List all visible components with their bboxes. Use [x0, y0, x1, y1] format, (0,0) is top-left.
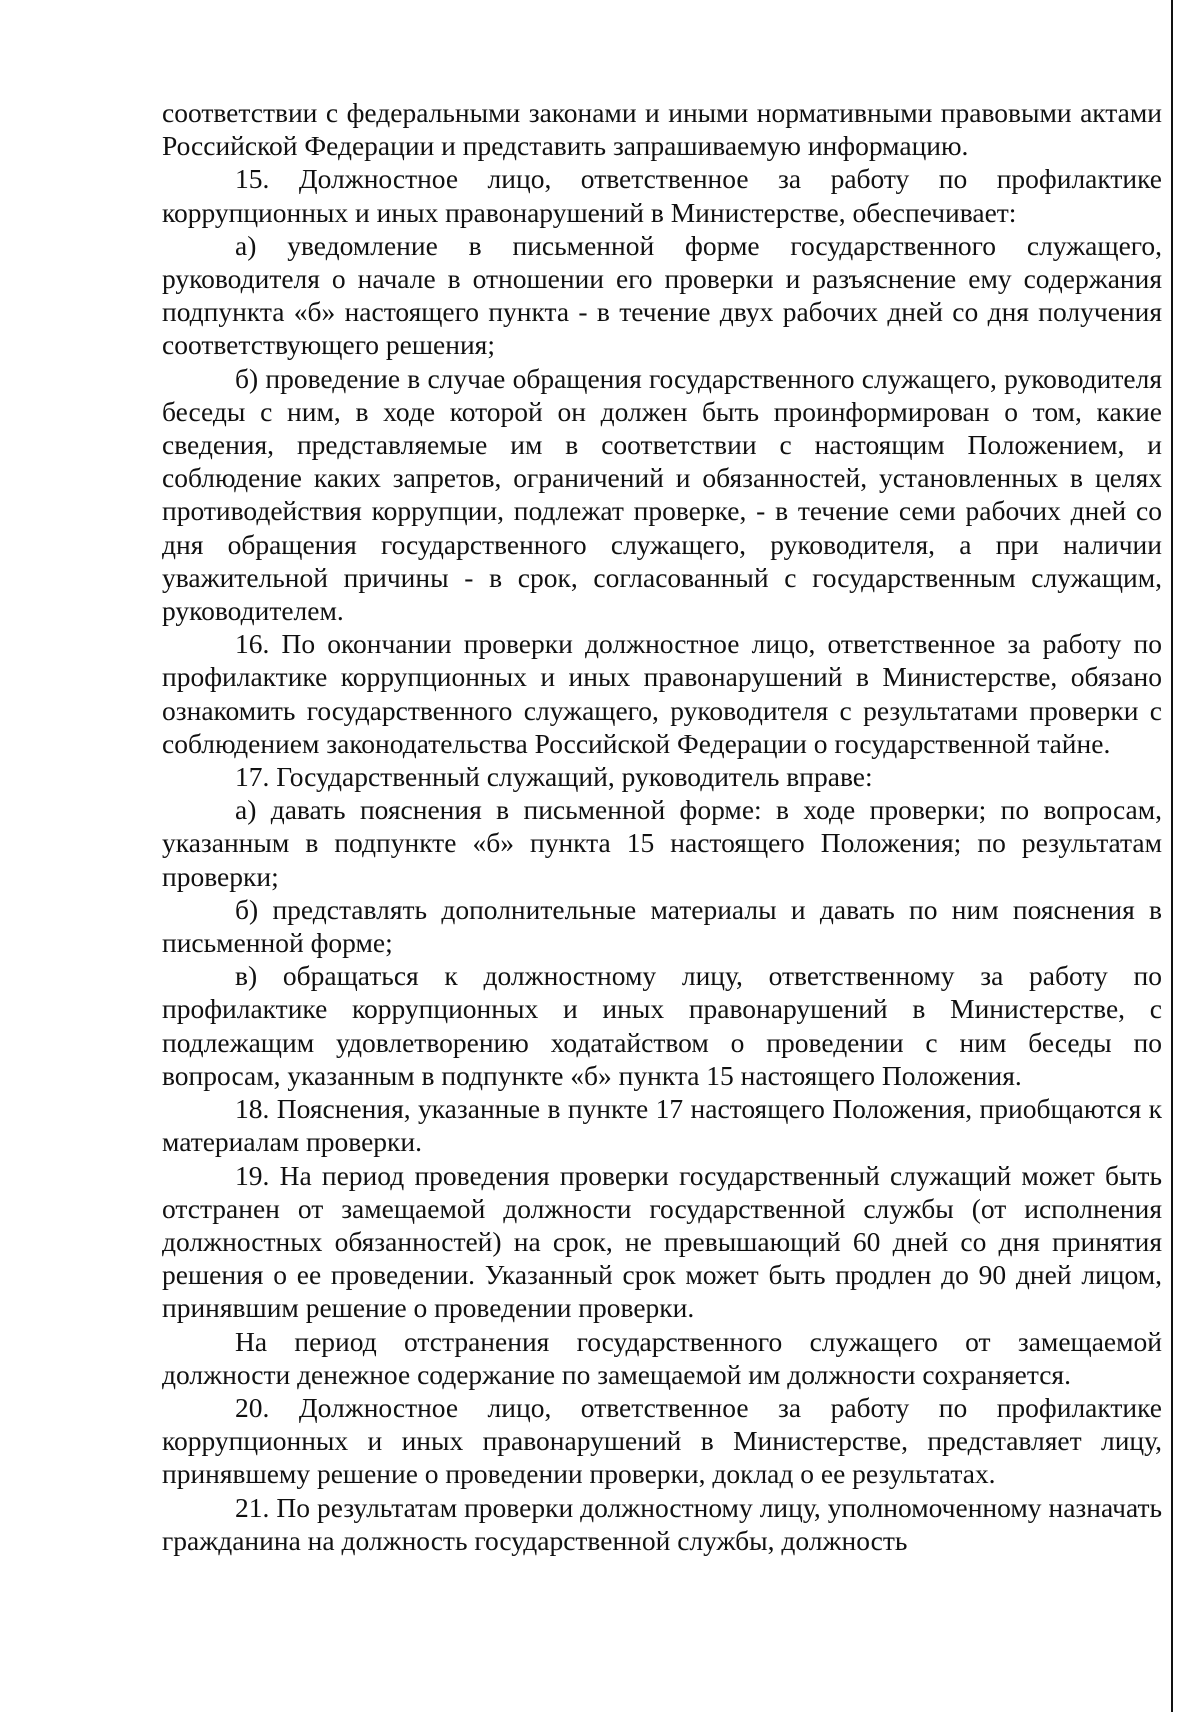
paragraph-item-21: 21. По результатам проверки должностному лицу, уполномоченному назначать гражданина на должность государственной службы, должность: [162, 1491, 1162, 1556]
paragraph-item-17-a: а) давать пояснения в письменной форме: в ходе проверки; по вопросам, указанным в подпункте «б» пункта 15 настоящего Положения; по результатам проверки;: [162, 794, 1162, 892]
paragraph-item-16: 16. По окончании проверки должностное лицо, ответственное за работу по профилактике коррупционных и иных правонарушений в Министерстве, обязано ознакомить государственного служащего, руководителя с результатами проверки с соблюдением законодательства Российской Федерации о государственной тайне.: [162, 628, 1162, 759]
paragraph-item-17: 17. Государственный служащий, руководитель вправе:: [235, 761, 873, 793]
paragraph-item-19: 19. На период проведения проверки государственный служащий может быть отстранен от замещаемой должности государственной службы (от исполнения должностных обязанностей) на срок, не превышающий 60 дней со дня принятия решения о ее проведении. Указанный срок может быть продлен до 90 дней лицом, принявшим решение о проведении проверки.: [162, 1159, 1162, 1324]
paragraph-item-17-v: в) обращаться к должностному лицу, ответственному за работу по профилактике коррупционных и иных правонарушений в Министерстве, с подлежащим удовлетворению ходатайством о проведении с ним беседы по вопросам, указанным в подпункте «б» пункта 15 настоящего Положения.: [162, 960, 1162, 1091]
paragraph-item-18: 18. Пояснения, указанные в пункте 17 настоящего Положения, приобщаются к материалам проверки.: [162, 1093, 1162, 1158]
paragraph-item-15-a: а) уведомление в письменной форме государственного служащего, руководителя о начале в отношении его проверки и разъяснение ему содержания подпункта «б» настоящего пункта - в течение двух рабочих дней со дня получения соответствующего решения;: [162, 229, 1162, 361]
paragraph-continuation: соответствии с федеральными законами и иными нормативными правовыми актами Российской Федерации и представить запрашиваемую информацию.: [162, 97, 1162, 162]
paragraph-item-15-b: б) проведение в случае обращения государственного служащего, руководителя беседы с ним, в ходе которой он должен быть проинформирован о том, какие сведения, представляемые им в соответствии с настоящим Положением, и соблюдение каких запретов, ограничений и обязанностей, установленных в целях противодействия коррупции, подлежат проверке, - в течение семи рабочих дней со дня обращения государственного служащего, руководителя, а при наличии уважительной причины - в срок, согласованный с государственным служащим, руководителем.: [162, 362, 1162, 627]
paragraph-item-15: 15. Должностное лицо, ответственное за работу по профилактике коррупционных и иных правонарушений в Министерстве, обеспечивает:: [162, 163, 1162, 228]
document-body: [162, 96, 1162, 1557]
paragraph-item-19-continued: На период отстранения государственного служащего от замещаемой должности денежное содержание по замещаемой им должности сохраняется.: [162, 1325, 1162, 1390]
paragraph-item-17-b: б) представлять дополнительные материалы и давать по ним пояснения в письменной форме;: [162, 893, 1162, 959]
page-edge-line: [1171, 0, 1173, 1712]
paragraph-item-20: 20. Должностное лицо, ответственное за работу по профилактике коррупционных и иных правонарушений в Министерстве, представляет лицу, принявшему решение о проведении проверки, доклад о ее результатах.: [162, 1391, 1162, 1490]
